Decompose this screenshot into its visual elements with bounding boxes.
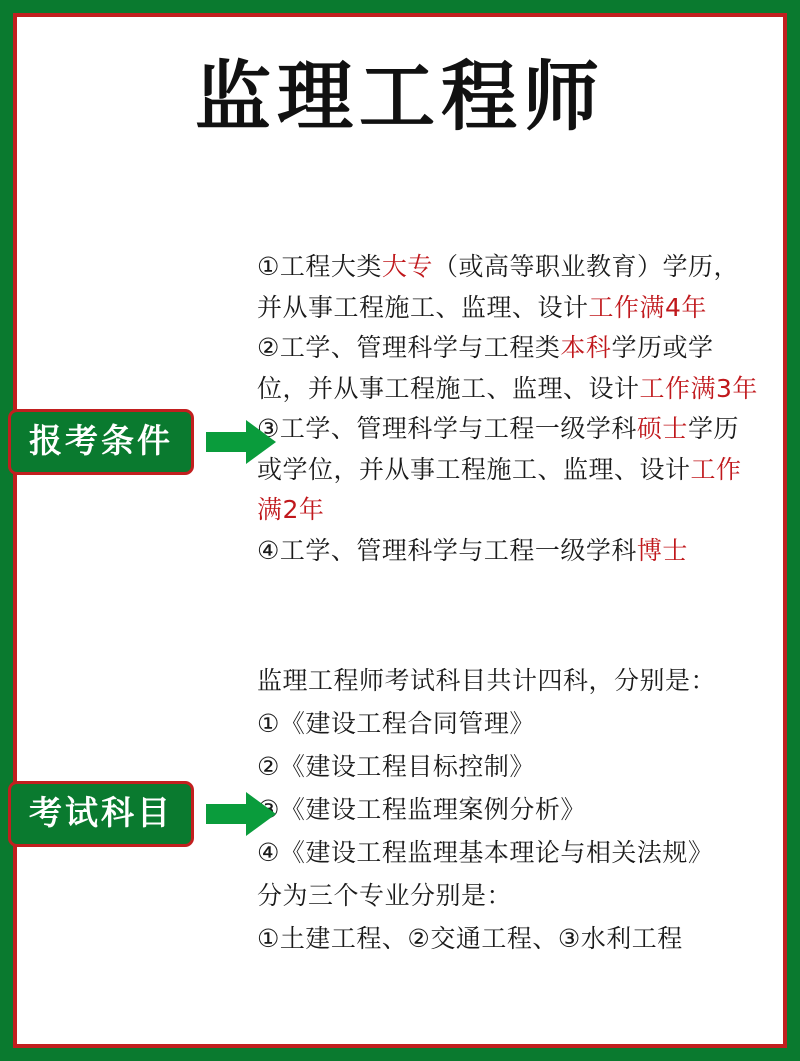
majors-list: ①土建工程、②交通工程、③水利工程 (257, 924, 683, 953)
requirement-item (257, 328, 759, 409)
section-label-subjects: 考试科目 (8, 781, 194, 847)
arrow-right-icon (206, 420, 276, 464)
section-requirements-label-col (29, 245, 247, 475)
requirement-item (257, 531, 759, 572)
section-exam-subjects (29, 657, 759, 960)
subject-item: ①《建设工程合同管理》 (257, 709, 535, 738)
requirement-text: ③工学、管理科学与工程一级学科 (257, 414, 637, 443)
requirement-highlight: 本科 (560, 333, 612, 362)
section-subjects-label-col (29, 657, 247, 847)
requirement-text: （或高等职业教育）学历，并从事工程施工、监理、设计 (257, 252, 739, 322)
requirement-text: ④工学、管理科学与工程一级学科 (257, 535, 637, 565)
requirement-highlight: 博士 (636, 535, 688, 565)
requirement-highlight: 工作满4年 (588, 292, 707, 322)
requirement-text: ①工程大类 (257, 252, 382, 281)
majors-intro: 分为三个专业分别是： (257, 881, 513, 910)
subjects-intro: 监理工程师考试科目共计四科，分别是： (257, 666, 717, 695)
subject-item: ②《建设工程目标控制》 (257, 752, 535, 781)
arrow-right-icon (206, 792, 276, 836)
subject-item: ③《建设工程监理案例分析》 (257, 795, 586, 824)
subject-item: ④《建设工程监理基本理论与相关法规》 (257, 838, 714, 867)
requirement-item (257, 247, 759, 328)
requirement-highlight: 硕士 (636, 414, 688, 443)
subjects-content (247, 657, 759, 960)
section-label-requirements: 报考条件 (8, 409, 194, 475)
requirement-highlight: 工作满2年 (257, 454, 742, 524)
page-title: 监理工程师 (195, 52, 605, 141)
requirements-content (247, 245, 759, 571)
requirement-text: 学历或学位，并从事工程施工、监理、设计 (257, 414, 739, 484)
requirement-item (257, 409, 759, 531)
requirement-text: 学历或学位，并从事工程施工、监理、设计 (257, 333, 714, 403)
requirement-highlight: 大专 (381, 252, 433, 281)
requirement-highlight: 工作满3年 (639, 373, 758, 403)
poster-inner-frame (13, 13, 787, 1048)
requirement-text: ②工学、管理科学与工程类 (257, 333, 561, 362)
section-requirements (29, 245, 759, 571)
